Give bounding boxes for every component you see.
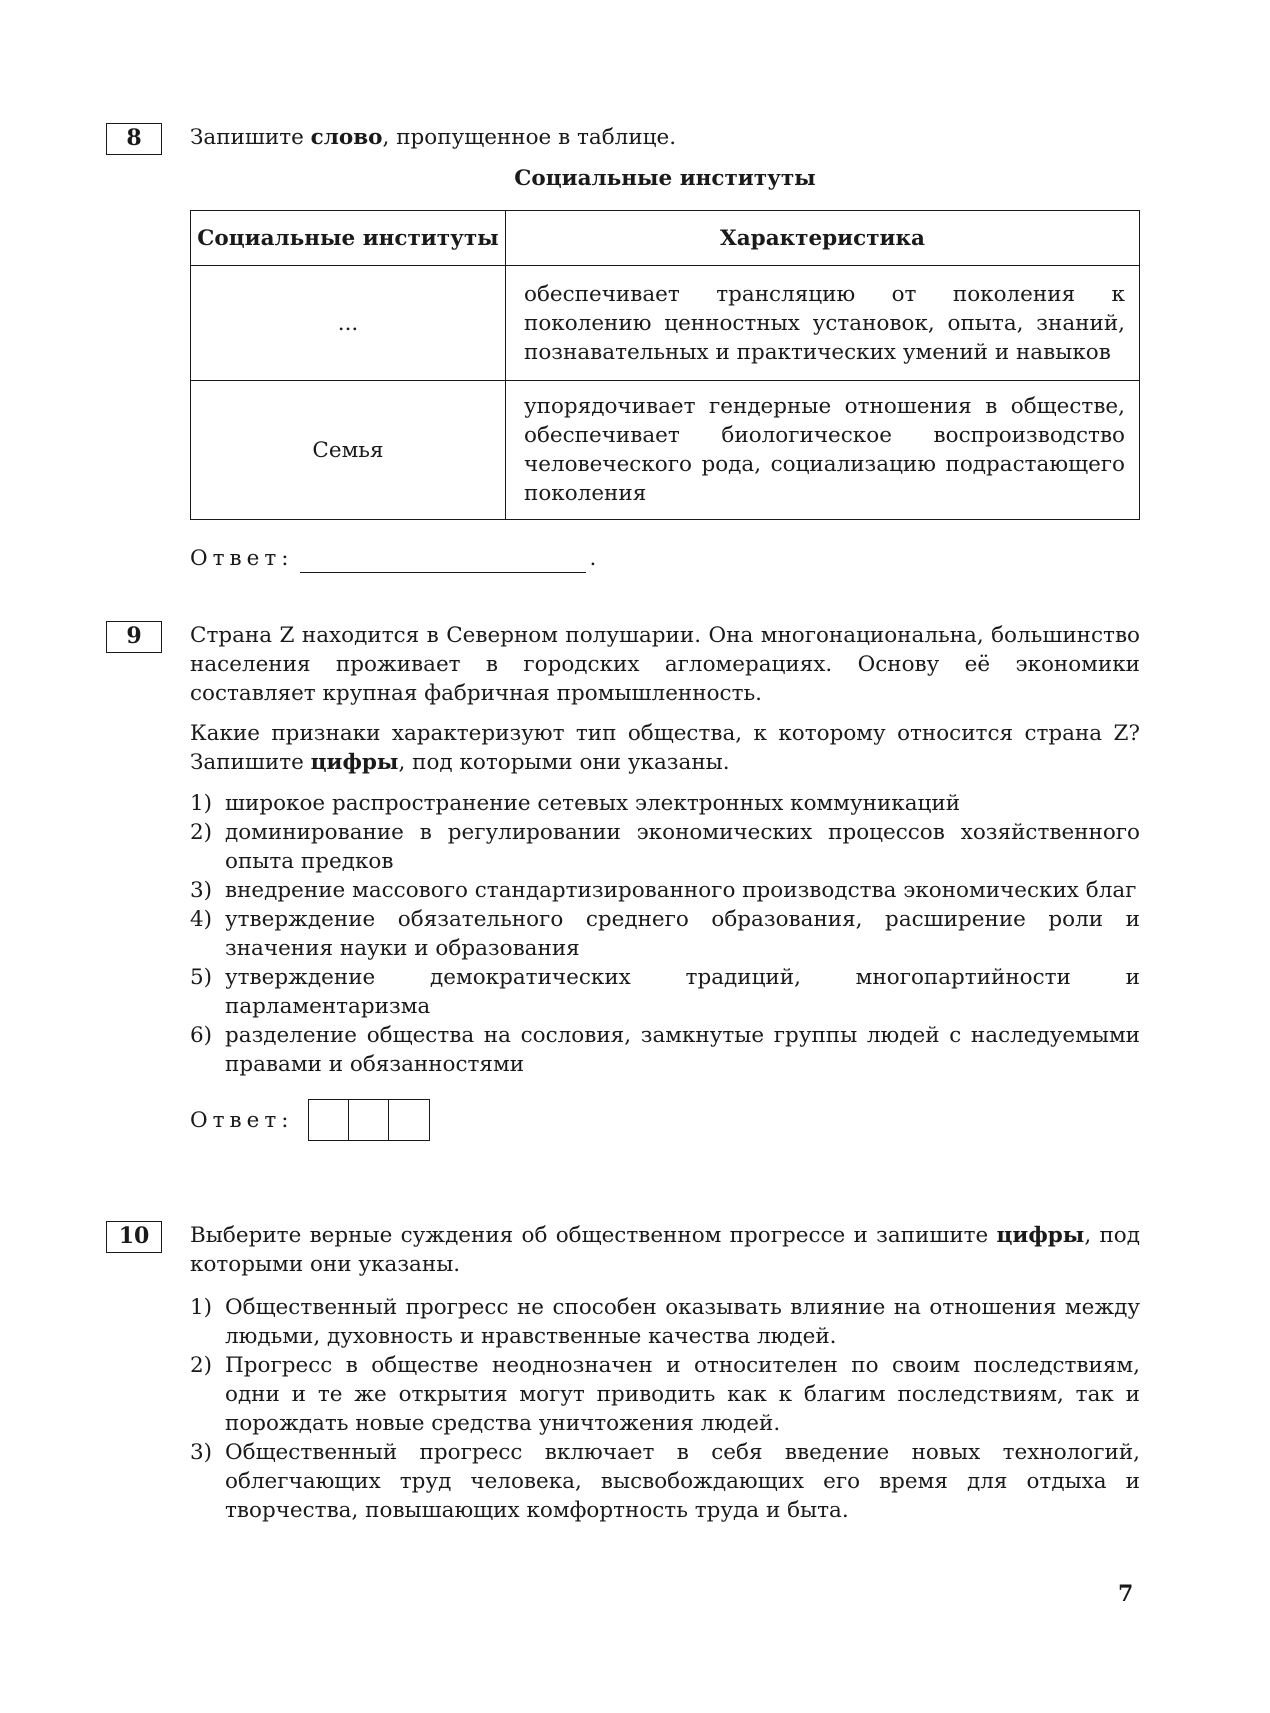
institutions-table (190, 210, 1140, 520)
answer-cell-1[interactable] (309, 1100, 349, 1140)
list-item: 6) разделение общества на сословия, замкнутые группы людей с наследуемыми правами и обязанностями (190, 1023, 1140, 1077)
answer-row (190, 1099, 1140, 1141)
table-cell: упорядочивает гендерные отношения в обществе, обеспечивает биологическое воспроизводство человеческого рода, социализацию подрастающего поколения (506, 381, 1140, 520)
list-item: 1) Общественный прогресс не способен оказывать влияние на отношения между людьми, духовность и нравственные качества людей. (190, 1295, 1140, 1349)
list-item: 3) внедрение массового стандартизированного производства экономических благ (190, 878, 1137, 903)
table-row (191, 381, 1140, 520)
answer-cell-2[interactable] (349, 1100, 389, 1140)
list-item: 3) Общественный прогресс включает в себя введение новых технологий, облегчающих труд человека, высвобождающих его время для отдыха и творчества, повышающих комфортность труда и быта. (190, 1440, 1140, 1523)
answer-field[interactable] (300, 550, 586, 573)
list-item: 1) широкое распространение сетевых электронных коммуникаций (190, 791, 961, 816)
task-number: 8 (106, 123, 162, 155)
table-header: Социальные институты (191, 211, 506, 266)
list-item: 2) доминирование в регулировании экономических процессов хозяйственного опыта предков (190, 820, 1140, 874)
answer-label: Ответ: (190, 1107, 294, 1133)
table-cell: обеспечивает трансляцию от поколения к поколению ценностных установок, опыта, знаний, познавательных и практических умений и навыков (506, 266, 1140, 381)
task-question: Какие признаки характеризуют тип общества, к которому относится страна Z? Запишите цифры, под которыми они указаны. (190, 721, 1140, 775)
table-row (191, 266, 1140, 381)
answer-label: Ответ: (190, 546, 294, 571)
page-number: 7 (1118, 1581, 1134, 1607)
task-number: 10 (106, 1221, 162, 1253)
list-item: 2) Прогресс в обществе неоднозначен и относителен по своим последствиям, одни и те же открытия могут приводить как к благим последствиям, так и порождать новые средства уничтожения людей. (190, 1353, 1140, 1436)
list-item: 5) утверждение демократических традиций, многопартийности и парламентаризма (190, 965, 1140, 1019)
table-cell: Семья (191, 381, 506, 520)
options-list (190, 789, 1140, 1079)
answer-row (190, 544, 1140, 573)
options-list (190, 1293, 1140, 1525)
table-cell: ... (191, 266, 506, 381)
table-header: Характеристика (506, 211, 1140, 266)
answer-boxes (308, 1099, 430, 1141)
task-prompt: Запишите слово, пропущенное в таблице. (190, 125, 677, 150)
answer-period: . (589, 546, 597, 571)
task-question: Выберите верные суждения об общественном прогрессе и запишите цифры, под которыми они указаны. (190, 1223, 1140, 1277)
answer-cell-3[interactable] (389, 1100, 429, 1140)
list-item: 4) утверждение обязательного среднего образования, расширение роли и значения науки и образования (190, 907, 1140, 961)
table-title: Социальные институты (514, 166, 816, 191)
task-number: 9 (106, 621, 162, 653)
task-intro: Страна Z находится в Северном полушарии. Она многонациональна, большинство населения проживает в городских агломерациях. Основу её экономики составляет крупная фабричная промышленность. (190, 623, 1140, 706)
